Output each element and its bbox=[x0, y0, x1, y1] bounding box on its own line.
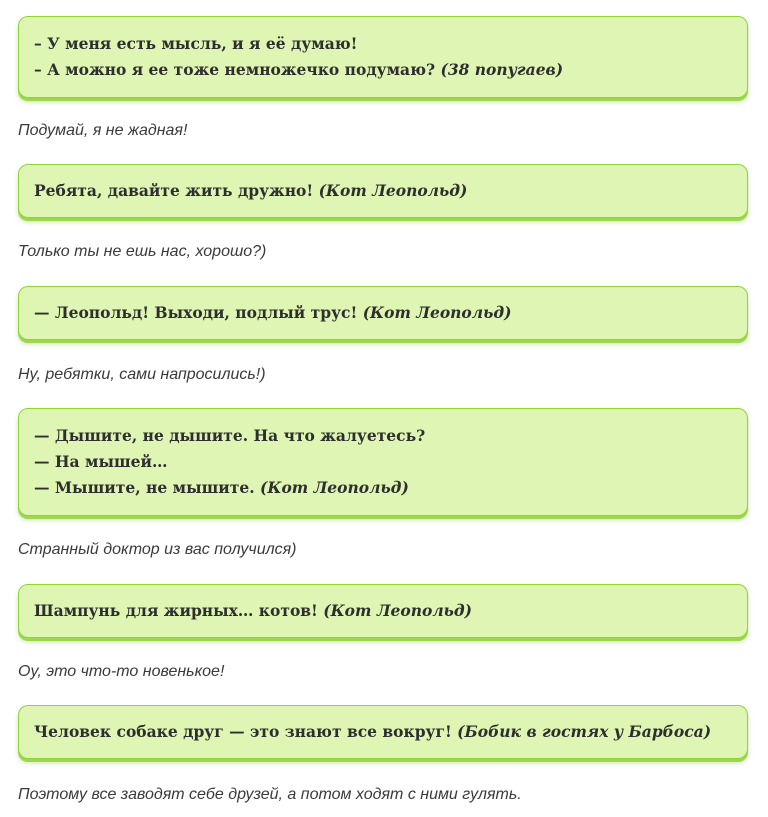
quote-text: Человек собаке друг — это знают все вокруг! bbox=[34, 722, 458, 741]
quote-line bbox=[34, 449, 732, 475]
comment-text: Подумай, я не жадная! bbox=[18, 122, 188, 139]
quote-source: (Кот Леопольд) bbox=[260, 478, 409, 497]
comment-text: Оу, это что-то новенькое! bbox=[18, 663, 225, 680]
quote-source: (Кот Леопольд) bbox=[323, 601, 473, 620]
quote-source: (Бобик в гостях у Барбоса) bbox=[457, 722, 712, 741]
quote-line bbox=[34, 423, 732, 449]
quote-line bbox=[34, 475, 732, 501]
quote-box bbox=[18, 584, 748, 638]
quote-source: (38 попугаев) bbox=[440, 60, 564, 79]
comment-text: Только ты не ешь нас, хорошо?) bbox=[18, 243, 267, 260]
quote-line bbox=[34, 57, 732, 83]
quote-box bbox=[18, 408, 748, 516]
quote-line bbox=[34, 178, 732, 204]
quote-line bbox=[34, 719, 732, 745]
quote-text: Шампунь для жирных… котов! bbox=[34, 601, 324, 620]
quote-text: – У меня есть мысль, и я её думаю! bbox=[34, 34, 358, 53]
quote-box bbox=[18, 705, 748, 759]
quote-line bbox=[34, 300, 732, 326]
quote-box bbox=[18, 16, 748, 98]
quote-text: – А можно я ее тоже немножечко подумаю? bbox=[34, 60, 441, 79]
comment-text: Странный доктор из вас получился) bbox=[18, 541, 297, 558]
quote-text: — На мышей… bbox=[34, 452, 168, 471]
quote-text: — Дышите, не дышите. На что жалуетесь? bbox=[34, 426, 426, 445]
quote-box bbox=[18, 164, 748, 218]
quote-text: — Леопольд! Выходи, подлый трус! bbox=[34, 303, 363, 322]
comment-text: Ну, ребятки, сами напросились!) bbox=[18, 366, 266, 383]
quote-text: Ребята, давайте жить дружно! bbox=[34, 181, 319, 200]
comment-text: Поэтому все заводят себе друзей, а потом ходят с ними гулять. bbox=[18, 786, 522, 803]
quote-source: (Кот Леопольд) bbox=[318, 181, 468, 200]
quote-source: (Кот Леопольд) bbox=[362, 303, 512, 322]
quote-text: — Мышите, не мышите. bbox=[34, 478, 261, 497]
quote-box bbox=[18, 286, 748, 340]
quote-line bbox=[34, 31, 732, 57]
quote-line bbox=[34, 598, 732, 624]
